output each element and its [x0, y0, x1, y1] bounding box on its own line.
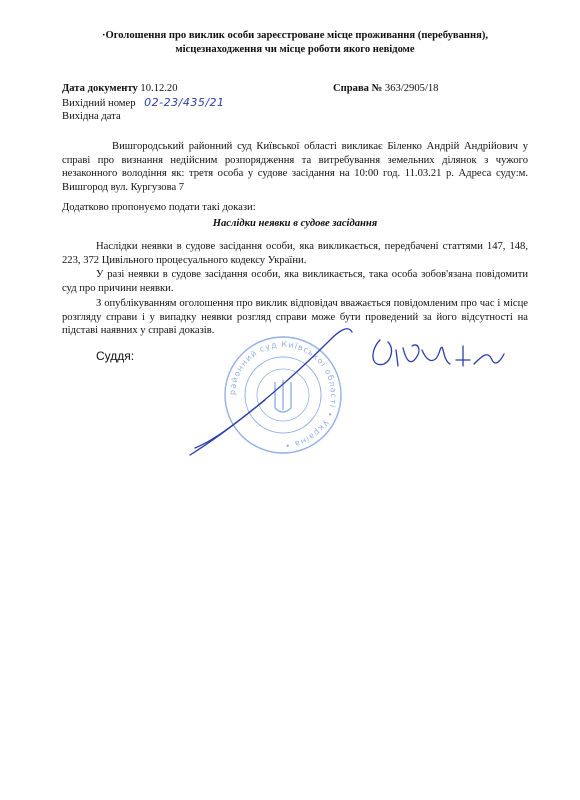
notify-court-paragraph: У разі неявки в судове засідання особи, яка викликається, така особа зобов'язана повідомити суд про причини неявки. — [62, 269, 528, 294]
doc-date-label: Дата документу — [62, 83, 138, 94]
consequences-heading: Наслідки неявки в судове засідання — [212, 218, 378, 229]
doc-date-row — [62, 82, 177, 96]
stamp-and-signature — [170, 320, 530, 470]
title-line-1: ·Оголошення про виклик особи зареєстроване місце проживання (перебування), — [101, 30, 489, 41]
out-date-row — [62, 110, 121, 124]
doc-date-value: 10.12.20 — [140, 83, 178, 94]
additional-evidence-line: Додатково пропонуємо подати такі докази: — [62, 202, 256, 213]
case-label: Справа № — [333, 83, 383, 94]
judge-label: Суддя: — [96, 349, 135, 363]
out-number-handwritten: 02-23/435/21 — [144, 96, 225, 109]
summons-paragraph: Вишгородський районний суд Київської області викликає Біленко Андрій Андрійович у справі про визнання недійсним розпорядження та витребування земельних ділянок з чужого незаконного володіння як: третя особа у судове засідання на 10:00 год. 11.03.21 р. Адреса суду:м. Вишгород вул. Кургузова 7 — [62, 141, 528, 193]
case-number-row — [333, 82, 438, 96]
out-number-row — [62, 96, 225, 111]
title-line-2: місцезнаходження чи місце роботи якого невідоме — [175, 44, 415, 55]
document-title — [60, 29, 530, 57]
court-stamp-icon — [170, 320, 530, 470]
out-number-label: Вихідний номер — [62, 98, 136, 109]
out-date-label: Вихідна дата — [62, 111, 121, 122]
consequences-paragraph: Наслідки неявки в судове засідання особи, яка викликається, передбачені статтями 147, 148, 223, 372 Цивільного процесуального кодексу України. — [62, 241, 528, 266]
case-value: 363/2905/18 — [384, 83, 439, 94]
stamp-text: районний суд Київської області • Україна • — [227, 339, 339, 451]
publication-paragraph: З опублікуванням оголошення про виклик відповідач вважається повідомленим про час і місце розгляду справи і у випадку неявки розгляд справи може бути проведений за його відсутності на підставі наявних у справі доказів. — [62, 298, 528, 336]
